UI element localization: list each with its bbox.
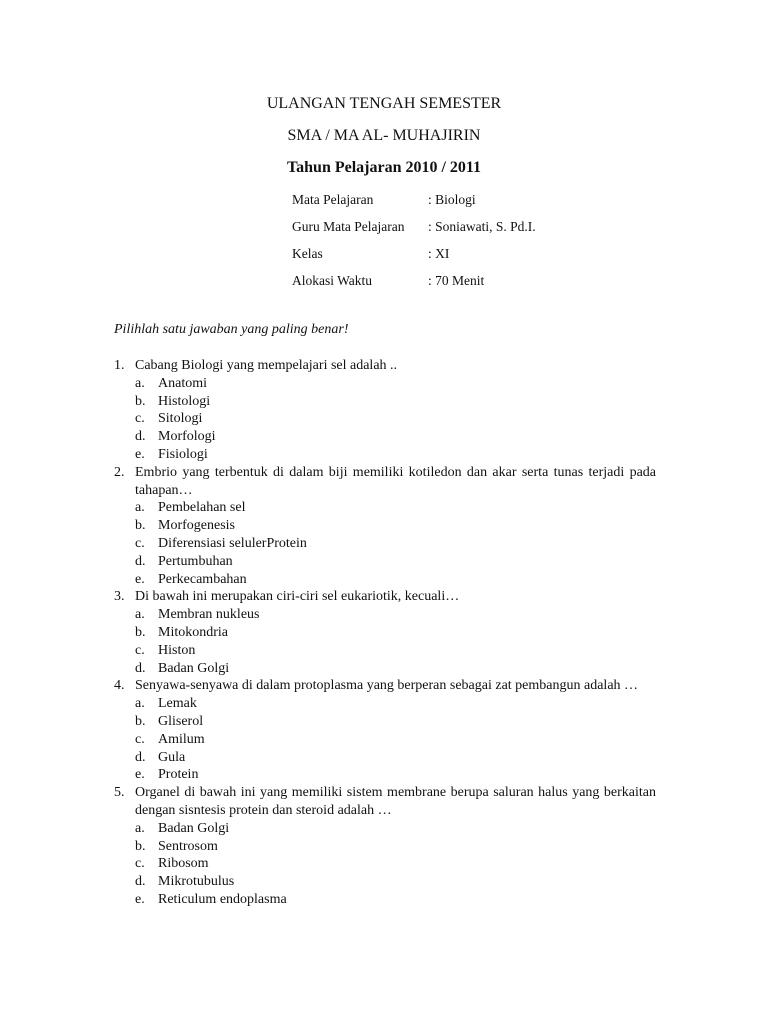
answer-option — [114, 820, 656, 838]
option-text: Gula — [158, 749, 186, 765]
exam-info-key: Alokasi Waktu — [292, 273, 373, 288]
option-text: Diferensiasi selulerProtein — [158, 535, 307, 551]
question-number: 1. — [114, 358, 125, 373]
answer-option — [114, 766, 656, 784]
option-letter: c. — [135, 642, 145, 658]
answer-option — [114, 428, 656, 446]
question-text: Cabang Biologi yang mempelajari sel adalah .. — [135, 358, 398, 373]
question-number: 5. — [114, 785, 125, 801]
exam-info-value: : XI — [428, 246, 450, 261]
option-letter: c. — [135, 856, 145, 872]
answer-option — [114, 855, 656, 873]
question — [114, 677, 656, 784]
option-text: Perkecambahan — [158, 571, 247, 587]
option-text: Badan Golgi — [158, 660, 230, 676]
question — [114, 588, 656, 677]
exam-info-value: : Soniawati, S. Pd.I. — [428, 219, 536, 234]
answer-option — [114, 624, 656, 642]
exam-info-key: Mata Pelajaran — [292, 192, 374, 207]
answer-option — [114, 410, 656, 428]
question-number: 3. — [114, 589, 125, 605]
option-letter: a. — [135, 696, 145, 712]
academic-year: Tahun Pelajaran 2010 / 2011 — [286, 159, 482, 176]
school-name: SMA / MA AL- MUHAJIRIN — [287, 127, 481, 144]
option-letter: b. — [135, 518, 146, 534]
question — [114, 357, 656, 464]
option-letter: c. — [135, 535, 145, 551]
exam-info-key: Kelas — [292, 246, 323, 261]
option-text: Histologi — [158, 393, 211, 409]
exam-info-key: Guru Mata Pelajaran — [292, 219, 405, 234]
option-letter: c. — [135, 411, 145, 427]
option-letter: a. — [135, 500, 145, 516]
option-text: Morfologi — [158, 429, 216, 445]
option-letter: e. — [135, 767, 145, 783]
question-text: Organel di bawah ini yang memiliki sistem membrane berupa saluran halus yang berkaitan dengan sisntesis protein dan steroid adalah … — [135, 785, 656, 818]
option-text: Mitokondria — [158, 624, 228, 640]
answer-option — [114, 695, 656, 713]
option-letter: d. — [135, 553, 146, 569]
answer-option — [114, 873, 656, 891]
exam-info-row — [292, 213, 536, 240]
question — [114, 784, 656, 909]
option-letter: b. — [135, 838, 146, 854]
option-letter: e. — [135, 571, 145, 587]
answer-option — [114, 499, 656, 517]
answer-option — [114, 446, 656, 464]
answer-option — [114, 749, 656, 767]
option-letter: a. — [135, 375, 145, 391]
option-text: Fisiologi — [158, 446, 208, 462]
option-text: Gliserol — [158, 713, 204, 729]
question-text: Di bawah ini merupakan ciri-ciri sel eukariotik, kecuali… — [135, 589, 460, 605]
option-text: Sitologi — [158, 411, 203, 427]
option-text: Mikrotubulus — [158, 874, 235, 890]
question-list — [114, 357, 656, 909]
question-text: Embrio yang terbentuk di dalam biji memiliki kotiledon dan akar serta tunas terjadi pada tahapan… — [135, 464, 656, 498]
question — [114, 464, 656, 589]
exam-info-row — [292, 267, 536, 294]
answer-option — [114, 571, 656, 589]
option-letter: d. — [135, 660, 146, 676]
option-letter: a. — [135, 820, 145, 836]
answer-option — [114, 731, 656, 749]
option-letter: c. — [135, 731, 145, 747]
question-number: 2. — [114, 464, 125, 480]
answer-option — [114, 838, 656, 856]
answer-option — [114, 642, 656, 660]
option-letter: d. — [135, 429, 146, 445]
option-letter: b. — [135, 624, 146, 640]
option-text: Pertumbuhan — [158, 553, 233, 569]
exam-info-table — [292, 186, 536, 294]
answer-option — [114, 375, 656, 393]
option-letter: d. — [135, 749, 146, 765]
option-text: Morfogenesis — [158, 518, 235, 534]
option-letter: a. — [135, 607, 145, 623]
answer-option — [114, 535, 656, 553]
answer-option — [114, 517, 656, 535]
option-text: Lemak — [158, 696, 197, 712]
option-text: Badan Golgi — [158, 820, 230, 836]
exam-info-row — [292, 186, 536, 213]
answer-option — [114, 660, 656, 678]
question-number: 4. — [114, 678, 125, 694]
instruction-text: Pilihlah satu jawaban yang paling benar! — [114, 322, 349, 337]
answer-option — [114, 891, 656, 909]
exam-info-row — [292, 240, 536, 267]
option-text: Pembelahan sel — [158, 500, 246, 516]
document-title: ULANGAN TENGAH SEMESTER — [266, 95, 502, 112]
exam-info-value: : Biologi — [428, 192, 476, 207]
answer-option — [114, 393, 656, 411]
option-letter: b. — [135, 713, 146, 729]
option-text: Reticulum endoplasma — [158, 891, 287, 907]
option-text: Ribosom — [158, 856, 209, 872]
option-letter: b. — [135, 393, 146, 409]
option-letter: e. — [135, 446, 145, 462]
answer-option — [114, 606, 656, 624]
option-text: Anatomi — [158, 375, 207, 391]
option-text: Histon — [158, 642, 196, 658]
option-text: Membran nukleus — [158, 607, 260, 623]
option-text: Protein — [158, 767, 199, 783]
exam-info-value: : 70 Menit — [428, 273, 485, 288]
answer-option — [114, 553, 656, 571]
option-letter: d. — [135, 874, 146, 890]
option-letter: e. — [135, 891, 145, 907]
answer-option — [114, 713, 656, 731]
option-text: Amilum — [158, 731, 205, 747]
option-text: Sentrosom — [158, 838, 218, 854]
question-text: Senyawa-senyawa di dalam protoplasma yang berperan sebagai zat pembangun adalah … — [135, 678, 639, 694]
